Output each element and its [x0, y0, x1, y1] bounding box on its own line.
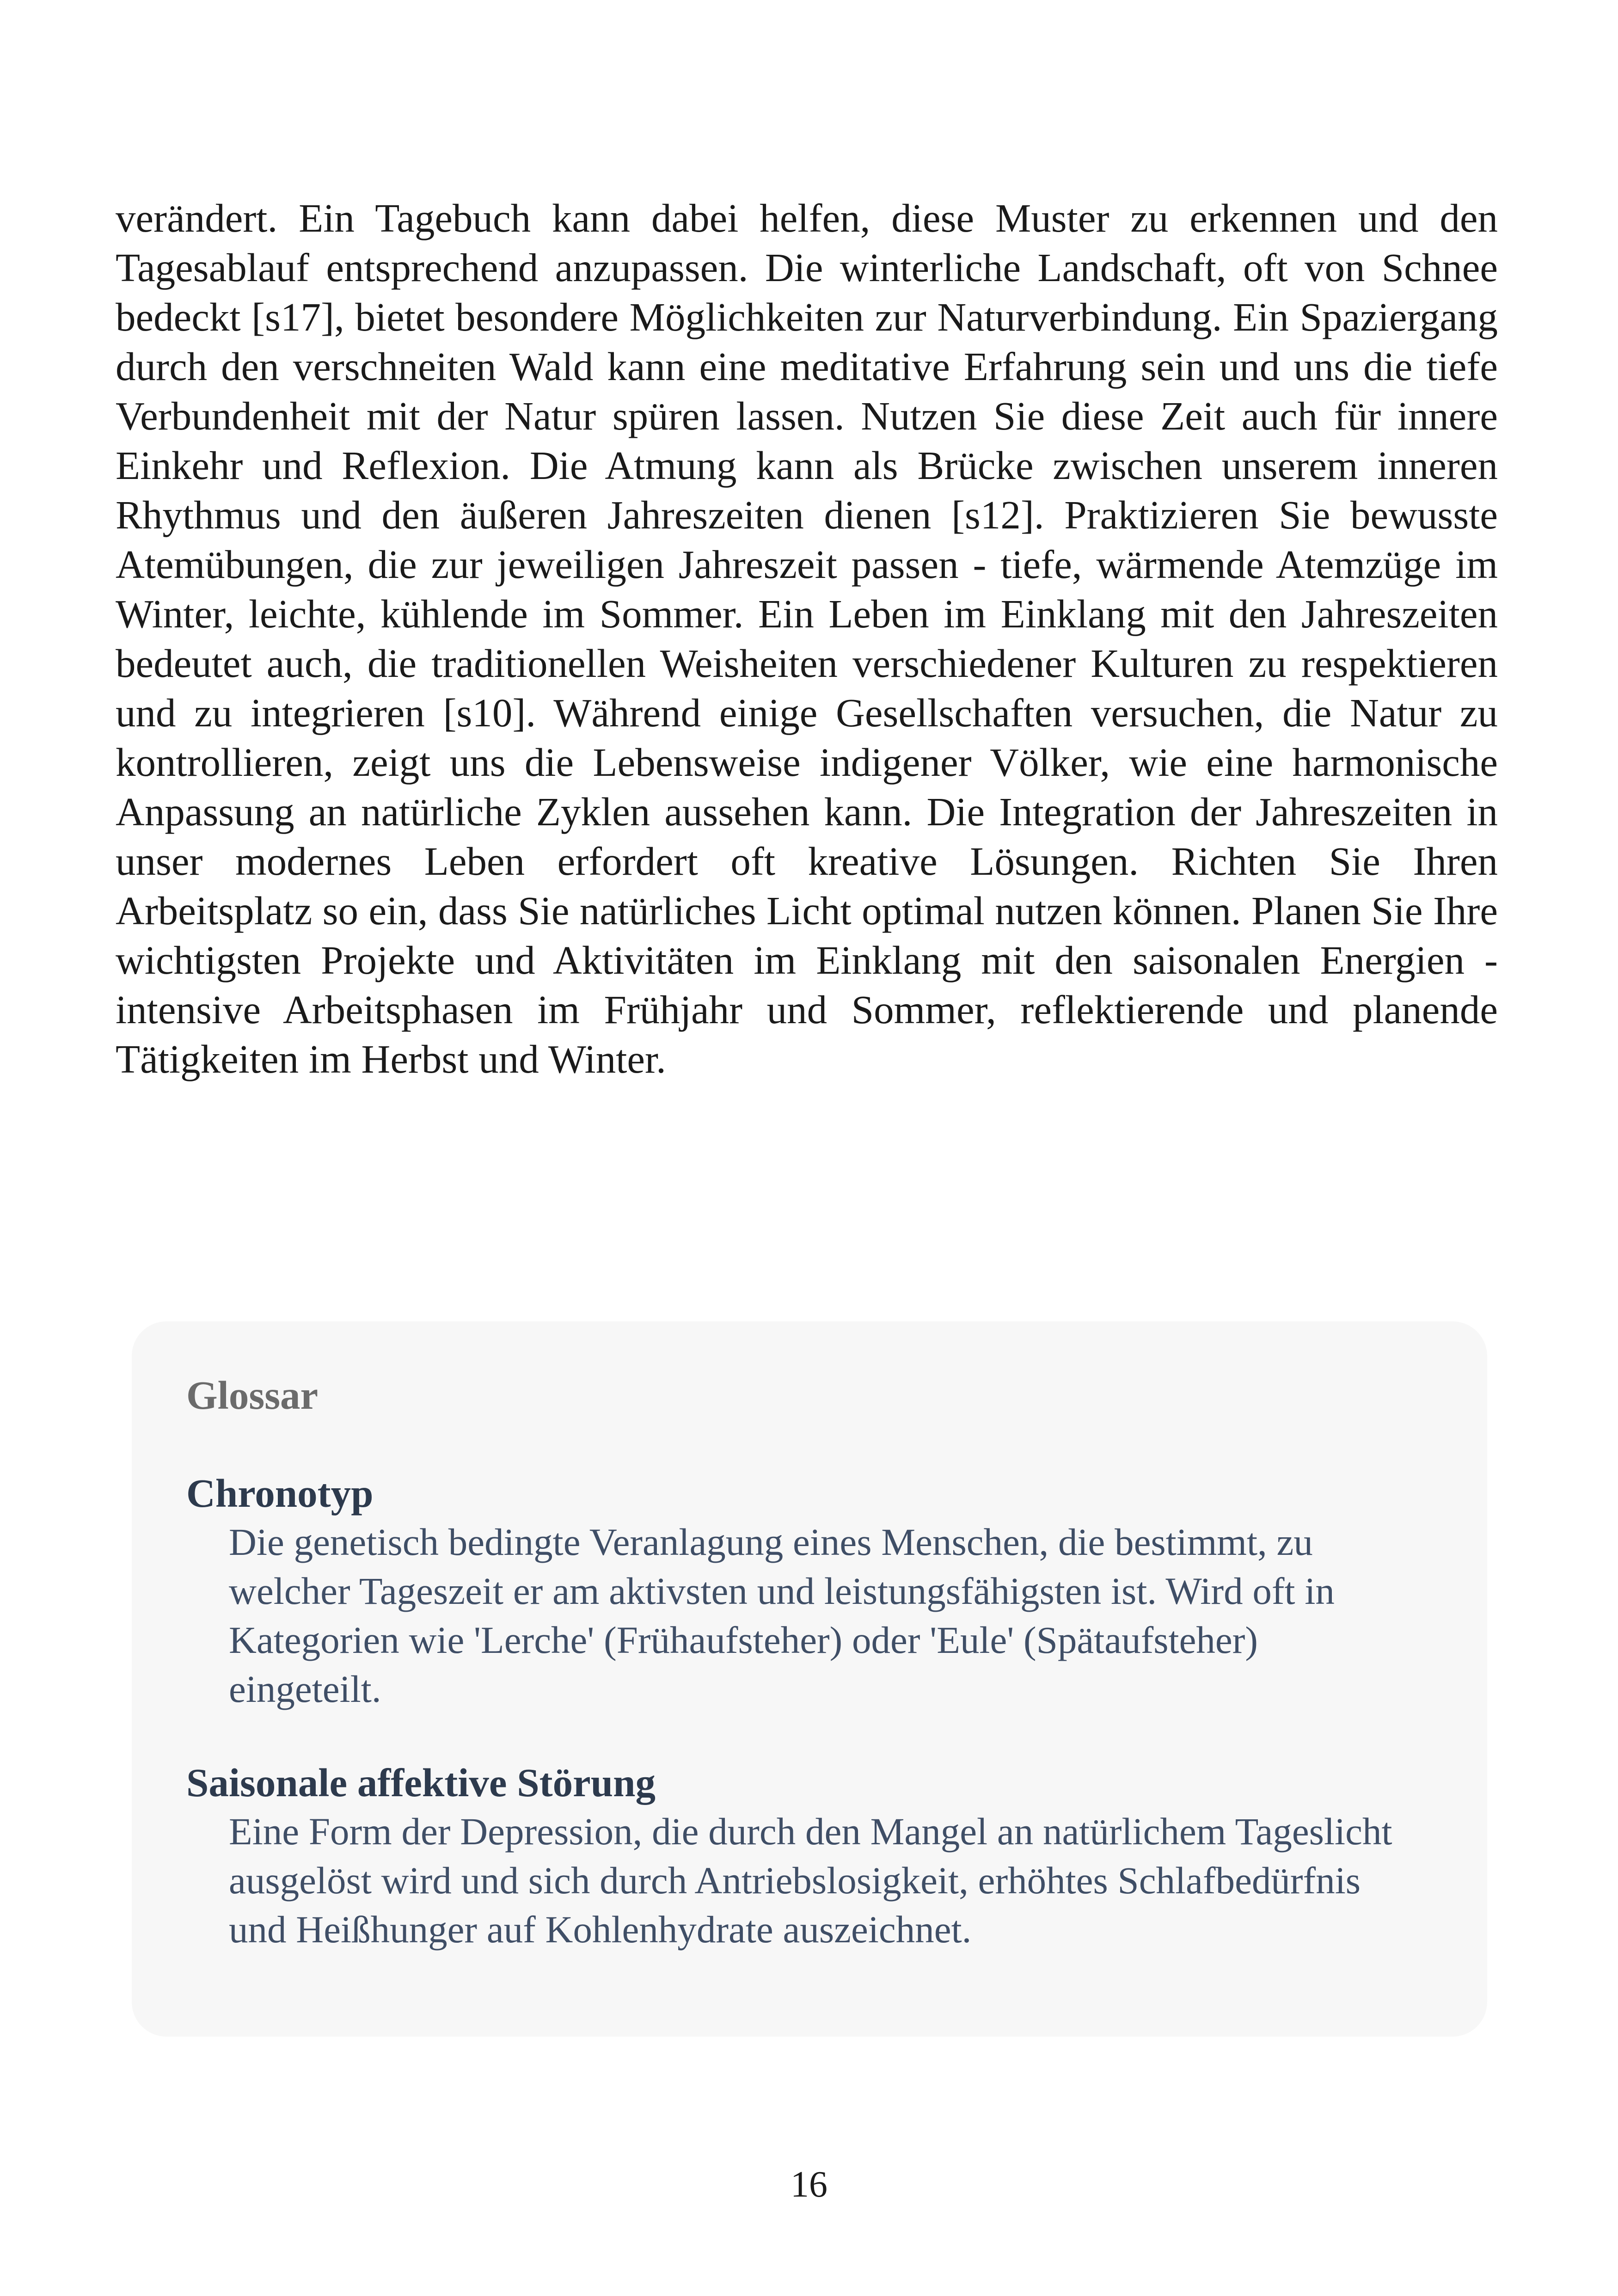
glossary-term: Saisonale affektive Störung: [186, 1760, 656, 1805]
glossary-definition: Die genetisch bedingte Veranlagung eines Menschen, die bestimmt, zu welcher Tageszeit er am aktivsten und leistungsfähigsten ist. Wird oft in Kategorien wie 'Lerche' (Frühaufsteher) oder 'Eule' (Spätaufsteher) eingeteilt.: [229, 1521, 1335, 1710]
page-number: 16: [791, 2164, 827, 2205]
body-paragraph: verändert. Ein Tagebuch kann dabei helfen, diese Muster zu erkennen und den Tagesablauf entsprechend anzupassen. Die winterliche Landschaft, oft von Schnee bedeckt [s17], bietet besondere Möglichkeiten zur Naturverbindung. Ein Spaziergang durch den verschneiten Wald kann eine meditative Erfahrung sein und uns die tiefe Verbundenheit mit der Natur spüren lassen. Nutzen Sie diese Zeit auch für innere Einkehr und Reflexion. Die Atmung kann als Brücke zwischen unserem inneren Rhythmus und den äußeren Jahreszeiten dienen [s12]. Praktizieren Sie bewusste Atemübungen, die zur jeweiligen Jahreszeit passen - tiefe, wärmende Atemzüge im Winter, leichte, kühlende im Sommer. Ein Leben im Einklang mit den Jahreszeiten bedeutet auch, die traditionellen Weisheiten verschiedener Kulturen zu respektieren und zu integrieren [s10]. Während einige Gesellschaften versuchen, die Natur zu kontrollieren, zeigt uns die Lebensweise indigener Völker, wie eine harmonische Anpassung an natürliche Zyklen aussehen kann. Die Integration der Jahreszeiten in unser modernes Leben erfordert oft kreative Lösungen. Richten Sie Ihren Arbeitsplatz so ein, dass Sie natürliches Licht optimal nutzen können. Planen Sie Ihre wichtigsten Projekte und Aktivitäten im Einklang mit den saisonalen Energien - intensive Arbeitsphasen im Frühjahr und Sommer, reflektierende und planende Tätigkeiten im Herbst und Winter.: [116, 196, 1498, 1081]
glossary-entry: [186, 1760, 1432, 1954]
glossary-definition: Eine Form der Depression, die durch den Mangel an natürlichem Tageslicht ausgelöst wird und sich durch Antriebslosigkeit, erhöhtes Schlafbedürfnis und Heißhunger auf Kohlenhydrate auszeichnet.: [229, 1810, 1392, 1951]
glossary-term: Chronotyp: [186, 1471, 374, 1516]
glossary-box: [132, 1321, 1487, 2037]
glossary-entry: [186, 1470, 1432, 1713]
glossary-title: Glossar: [186, 1373, 319, 1418]
